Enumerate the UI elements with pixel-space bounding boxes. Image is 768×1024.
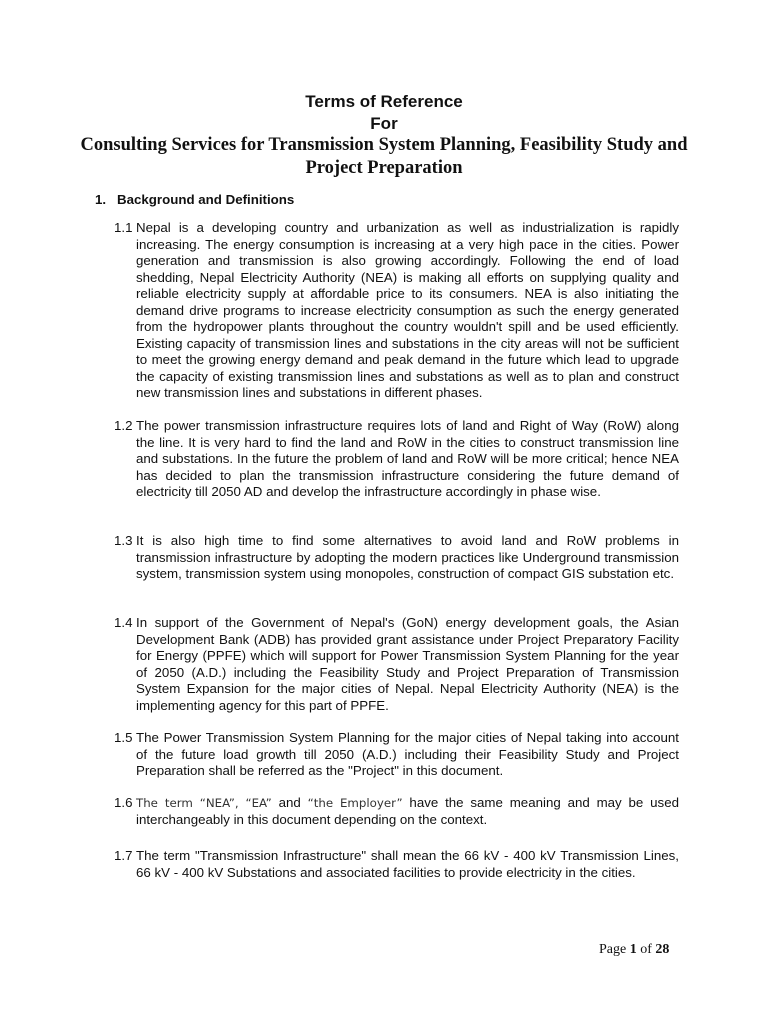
paragraph-1-1 [114,220,679,402]
paragraph-text [114,795,679,828]
paragraph-1-6 [114,795,679,828]
paragraph-number: 1.3 [114,533,133,548]
term-and: and [271,795,308,810]
paragraph-1-2 [114,418,679,501]
paragraph-1-7 [114,848,679,881]
paragraph-number: 1.6 [114,795,133,810]
paragraph-1-3 [114,533,679,583]
paragraph-text: It is also high time to find some alternatives to avoid land and RoW problems in transmission infrastructure by adopting the modern practices like Underground transmission system, transmission system using monopoles, construction of compact GIS substation etc. [136,533,679,581]
of-label: of [636,942,656,957]
page-label: Page [599,942,630,957]
total-pages: 28 [655,942,670,957]
doc-subtitle [0,134,768,180]
paragraph-text: The Power Transmission System Planning for the major cities of Nepal taking into account of the future load growth till 2050 (A.D.) including their Feasibility Study and Project Preparation shall be referred as the "Project" in this document. [136,730,679,778]
term-employer: “the Employer” [307,796,403,810]
doc-subtitle-line-1: Consulting Services for Transmission System Planning, Feasibility Study and [80,135,688,155]
paragraph-1-5 [114,730,679,780]
paragraph-number: 1.2 [114,418,133,433]
page-number-footer [599,941,669,959]
doc-title-for: For [370,114,398,133]
section-heading [95,191,294,209]
term-nea-ea: The term “NEA”, “EA” [136,796,272,810]
paragraph-1-4 [114,615,679,714]
paragraph-number: 1.1 [114,220,133,235]
paragraph-text: Nepal is a developing country and urbanization as well as industrialization is rapidly increasing. The energy consumption is increasing at a very high pace in the cities. Power generation and transmission is also growing accordingly. Following the end of load shedding, Nepal Electricity Authority (NEA) is making all efforts on supplying quality and reliable electricity supply at affordable price to its consumers. NEA is also initiating the demand drive programs to increase electricity consumption as such the energy generated from the hydropower plants throughout the country wouldn't spill and be used efficiently. Existing capacity of transmission lines and substations in the city areas will not be sufficient to meet the growing energy demand and peak demand in the future which lead to upgrade the capacity of existing transmission lines and substations as well as to plan and construct new transmission lines and substations in different phases. [136,220,679,400]
paragraph-text: The power transmission infrastructure requires lots of land and Right of Way (RoW) along the line. It is very hard to find the land and RoW in the cities to construct transmission line and substations. In the future the problem of land and RoW will be more critical; hence NEA has decided to plan the transmission infrastructure considering the future demand of electricity till 2050 AD and develop the infrastructure accordingly in phase wise. [136,418,679,499]
paragraph-number: 1.4 [114,615,133,630]
paragraph-text: In support of the Government of Nepal's (GoN) energy development goals, the Asian Development Bank (ADB) has provided grant assistance under Project Preparatory Facility for Energy (PPFE) which will support for Power Transmission System Planning for the year of 2050 (A.D.) including the Feasibility Study and Project Preparation of Transmission System Expansion for the major cities of Nepal. Nepal Electricity Authority (NEA) is the implementing agency for this part of PPFE. [136,615,679,713]
doc-title: Terms of Reference [305,92,463,111]
term-meaning: have the same meaning and may be used interchangeably in this document depending on the context. [136,795,679,827]
doc-subtitle-line-2: Project Preparation [305,158,463,178]
section-number: 1. [95,192,107,207]
paragraph-number: 1.5 [114,730,133,745]
paragraph-number: 1.7 [114,848,133,863]
paragraph-text: The term "Transmission Infrastructure" shall mean the 66 kV - 400 kV Transmission Lines, 66 kV - 400 kV Substations and associated facilities to provide electricity in the cities. [136,848,679,880]
section-title: Background and Definitions [117,192,295,207]
current-page: 1 [629,942,637,957]
